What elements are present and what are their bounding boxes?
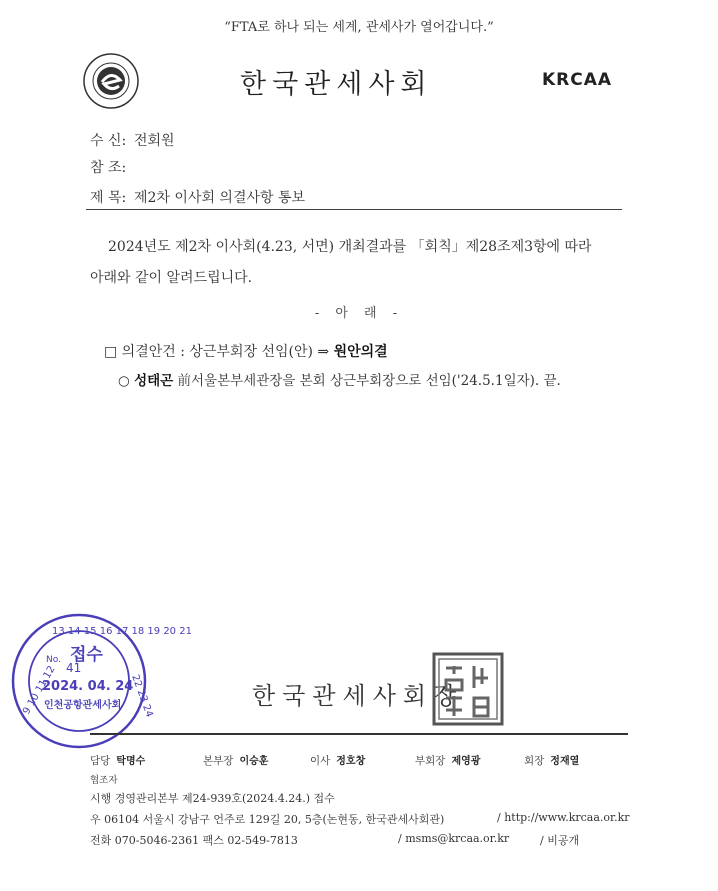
- receipt-label: 접수: [70, 645, 103, 665]
- website-link[interactable]: / http://www.krcaa.or.kr: [497, 811, 630, 824]
- receipt-no-label: No.: [46, 655, 61, 665]
- address-line: 우 06104 서울시 강남구 언주로 129길 20, 5층(논현동, 한국관세사회관): [90, 813, 445, 826]
- official-seal: [432, 652, 504, 726]
- subject-label: 제 목:: [90, 190, 127, 206]
- issuer-name: 한국관세사회장: [252, 682, 464, 710]
- svg-text:22 23 24: 22 23 24: [129, 673, 155, 719]
- reference-row: [90, 157, 134, 177]
- agenda-detail: [118, 369, 561, 389]
- appointee-name: 성태곤: [134, 373, 174, 389]
- receipt-office: 인천공항관세사회: [44, 700, 122, 711]
- enforcement-line: 시행 경영관리본부 제24-939호(2024.4.24.) 접수: [90, 792, 335, 805]
- footer-divider: [90, 733, 628, 735]
- body-line-2: 아래와 같이 알려드립니다.: [90, 270, 253, 286]
- reference-label: 참 조:: [90, 160, 127, 176]
- approval-5: 회장 정재열: [524, 755, 580, 767]
- subject-row: [90, 187, 305, 207]
- cooperator-label: 협조자: [90, 775, 118, 786]
- appointee-detail: 前서울본부세관장을 본회 상근부회장으로 선임('24.5.1일자). 끝.: [173, 373, 561, 389]
- email-link[interactable]: / msms@krcaa.or.kr: [398, 832, 510, 845]
- below-heading: - 아 래 -: [314, 306, 404, 321]
- receipt-date: 2024. 04. 24: [42, 679, 134, 694]
- org-title: 한국관세사회: [240, 69, 433, 100]
- receipt-stamp: [8, 610, 192, 752]
- svg-text:9 10 11 12: 9 10 11 12: [21, 664, 58, 717]
- header-divider: [86, 209, 622, 210]
- recipient-value: 전회원: [134, 133, 175, 149]
- krcaa-logo: [82, 52, 140, 110]
- agenda-item-text: □ 의결안건 : 상근부회장 선임(안) ⇒: [104, 344, 334, 360]
- recipient-label: 수 신:: [90, 133, 127, 149]
- org-name-en: KRCAA: [542, 70, 613, 90]
- phone-fax-line: 전화 070-5046-2361 팩스 02-549-7813: [90, 834, 298, 847]
- approval-1: 담당 탁명수: [90, 755, 146, 767]
- slogan: “FTA로 하나 되는 세계, 관세사가 열어갑니다.”: [224, 20, 494, 35]
- disclosure-status: / 비공개: [540, 834, 580, 847]
- agenda-item: [104, 341, 388, 361]
- body-line-1: 2024년도 제2차 이사회(4.23, 서면) 개최결과를 「회칙」제28조제3항에 따라: [108, 239, 592, 255]
- svg-text:13 14 15 16 17 18 19 20 21: 13 14 15 16 17 18 19 20 21: [52, 626, 192, 637]
- body-paragraph: [90, 232, 630, 294]
- subject-value: 제2차 이사회 의결사항 통보: [134, 190, 306, 206]
- approval-3: 이사 정호창: [310, 755, 366, 767]
- approval-4: 부회장 제영광: [415, 755, 481, 767]
- bullet-icon: ○: [118, 373, 130, 389]
- approval-2: 본부장 이승훈: [203, 755, 269, 767]
- agenda-result: 원안의결: [333, 344, 388, 360]
- receipt-number: 41: [66, 661, 82, 675]
- recipient-row: [90, 130, 175, 150]
